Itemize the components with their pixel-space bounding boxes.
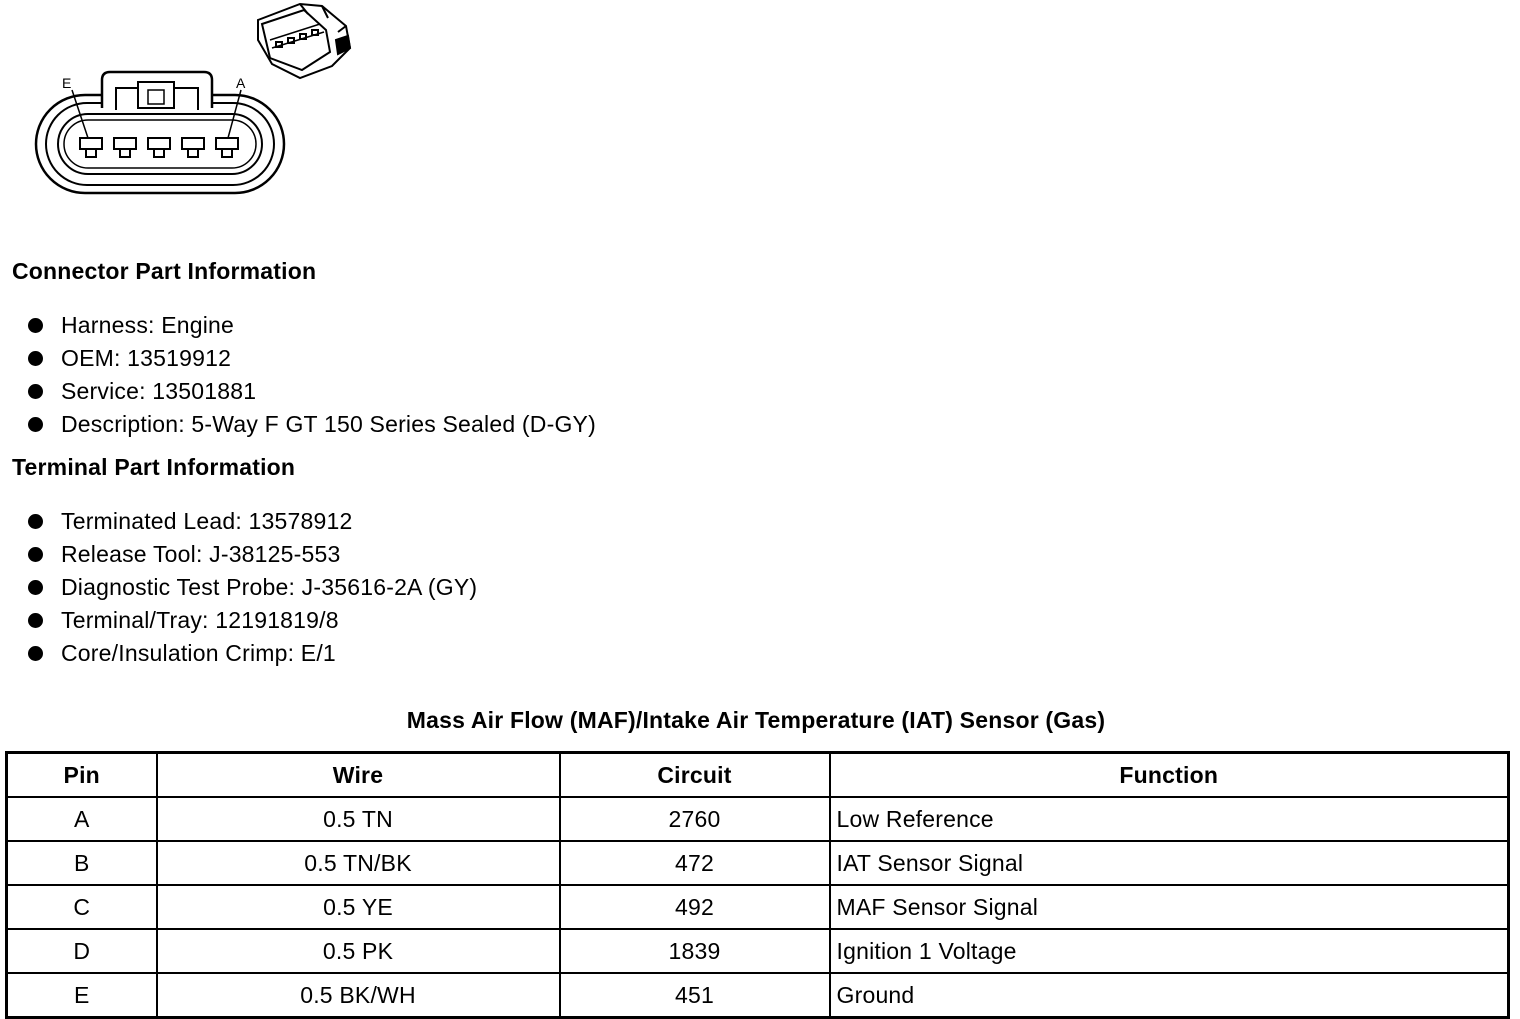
cell-pin: A: [7, 797, 157, 841]
list-item-text: Description: 5-Way F GT 150 Series Sealed (D-GY): [61, 411, 596, 437]
cell-pin: E: [7, 973, 157, 1018]
table-row: [7, 797, 1509, 841]
pin-label-a: A: [236, 75, 246, 91]
table-header-row: [7, 753, 1509, 798]
cell-wire: 0.5 PK: [157, 929, 560, 973]
list-item-text: OEM: 13519912: [61, 345, 232, 371]
list-item: [28, 309, 596, 342]
connector-3d-icon: [258, 4, 350, 78]
bullet-icon: [28, 384, 43, 399]
table-title: Mass Air Flow (MAF)/Intake Air Temperature (IAT) Sensor (Gas): [406, 707, 1106, 733]
cell-function: Ignition 1 Voltage: [830, 929, 1509, 973]
cell-pin: B: [7, 841, 157, 885]
cell-circuit: 451: [560, 973, 830, 1018]
bullet-icon: [28, 646, 43, 661]
column-header-function: Function: [830, 753, 1509, 798]
column-header-circuit: Circuit: [560, 753, 830, 798]
cell-function: MAF Sensor Signal: [830, 885, 1509, 929]
list-item-text: Terminated Lead: 13578912: [61, 508, 353, 534]
connector-info-heading: Connector Part Information: [12, 258, 317, 284]
list-item-text: Service: 13501881: [61, 378, 257, 404]
cell-wire: 0.5 TN: [157, 797, 560, 841]
bullet-icon: [28, 514, 43, 529]
cell-wire: 0.5 TN/BK: [157, 841, 560, 885]
cell-pin: D: [7, 929, 157, 973]
bullet-icon: [28, 351, 43, 366]
cell-pin: C: [7, 885, 157, 929]
list-item-text: Harness: Engine: [61, 312, 235, 338]
list-item: [28, 408, 596, 441]
list-item: [28, 604, 477, 637]
bullet-icon: [28, 580, 43, 595]
cell-function: IAT Sensor Signal: [830, 841, 1509, 885]
connector-diagram: [0, 0, 380, 205]
pin-label-e: E: [62, 75, 72, 91]
list-item: [28, 571, 477, 604]
cell-circuit: 472: [560, 841, 830, 885]
list-item-text: Terminal/Tray: 12191819/8: [61, 607, 339, 633]
list-item-text: Release Tool: J-38125-553: [61, 541, 341, 567]
cell-wire: 0.5 YE: [157, 885, 560, 929]
bullet-icon: [28, 318, 43, 333]
table-row: [7, 929, 1509, 973]
cell-function: Ground: [830, 973, 1509, 1018]
table-row: [7, 973, 1509, 1018]
cell-wire: 0.5 BK/WH: [157, 973, 560, 1018]
pinout-table: [5, 751, 1510, 1019]
column-header-pin: Pin: [7, 753, 157, 798]
column-header-wire: Wire: [157, 753, 560, 798]
list-item: [28, 637, 477, 670]
list-item-text: Core/Insulation Crimp: E/1: [61, 640, 336, 666]
list-item-text: Diagnostic Test Probe: J-35616-2A (GY): [61, 574, 478, 600]
cell-function: Low Reference: [830, 797, 1509, 841]
bullet-icon: [28, 613, 43, 628]
cell-circuit: 1839: [560, 929, 830, 973]
list-item: [28, 375, 596, 408]
terminal-info-list: [28, 505, 477, 670]
bullet-icon: [28, 417, 43, 432]
table-row: [7, 841, 1509, 885]
table-row: [7, 885, 1509, 929]
list-item: [28, 342, 596, 375]
terminal-info-heading: Terminal Part Information: [12, 454, 296, 480]
list-item: [28, 538, 477, 571]
connector-face: [36, 72, 284, 193]
bullet-icon: [28, 547, 43, 562]
list-item: [28, 505, 477, 538]
connector-info-list: [28, 309, 596, 441]
cell-circuit: 2760: [560, 797, 830, 841]
cell-circuit: 492: [560, 885, 830, 929]
